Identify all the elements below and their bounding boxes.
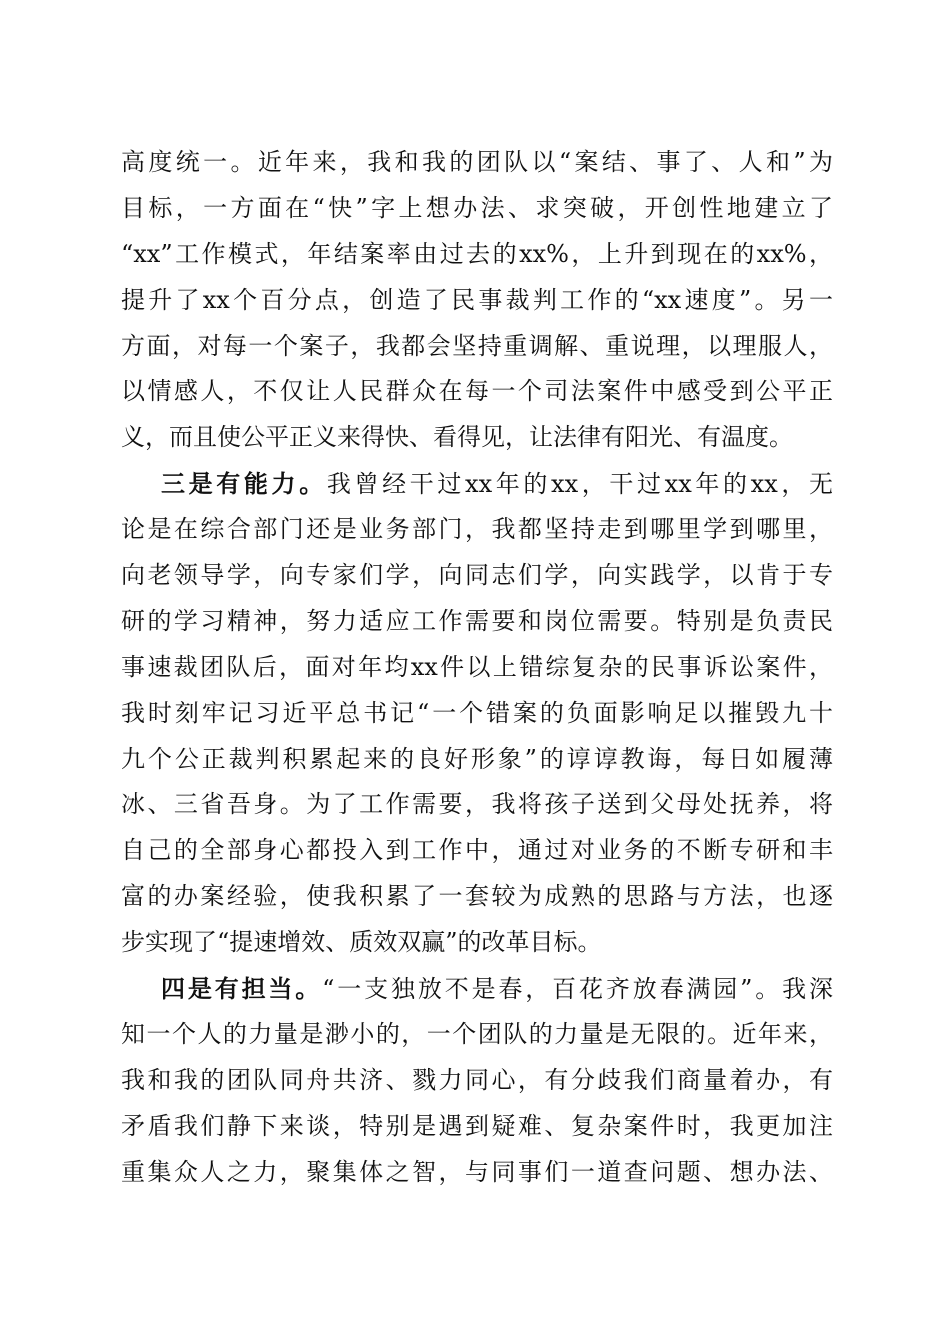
text-line: 我时刻牢记习近平总书记“一个错案的负面影响足以摧毁九十 — [121, 698, 833, 727]
text-run: “一支独放不是春，百花齐放春满园”。我深 — [322, 975, 833, 1004]
text-line: 自己的全部身心都投入到工作中，通过对业务的不断专研和丰 — [121, 836, 833, 865]
text-line: 重集众人之力，聚集体之智，与同事们一道查问题、想办法、 — [121, 1157, 833, 1186]
text-line: 向老领导学，向专家们学，向同志们学，向实践学，以肯于专 — [121, 561, 833, 590]
text-line — [121, 966, 833, 1012]
paragraph-responsibility — [121, 966, 833, 1195]
text-line: 步实现了“提速增效、质效双赢”的改革目标。 — [121, 928, 602, 957]
text-line: 论是在综合部门还是业务部门，我都坚持走到哪里学到哪里， — [121, 515, 833, 544]
paragraph-lead: 三是有能力。 — [161, 469, 327, 499]
text-line: 目标，一方面在“快”字上想办法、求突破，开创性地建立了 — [121, 193, 833, 222]
paragraph-ability — [121, 461, 833, 966]
text-line: 高度统一。近年来，我和我的团队以“案结、事了、人和”为 — [121, 148, 833, 176]
text-line: 冰、三省吾身。为了工作需要，我将孩子送到父母处抚养，将 — [121, 790, 833, 819]
text-run: 我曾经干过xx年的xx，干过xx年的xx，无 — [326, 470, 834, 499]
text-line — [121, 461, 833, 507]
text-line: 知一个人的力量是渺小的，一个团队的力量是无限的。近年来， — [121, 1019, 833, 1048]
text-line: 九个公正裁判积累起来的良好形象”的谆谆教诲，每日如履薄 — [121, 744, 833, 773]
text-line: 富的办案经验，使我积累了一套较为成熟的思路与方法，也逐 — [121, 882, 833, 911]
text-line: “xx”工作模式，年结案率由过去的xx%，上升到现在的xx%， — [121, 239, 833, 268]
text-line: 研的学习精神，努力适应工作需要和岗位需要。特别是负责民 — [121, 606, 833, 635]
paragraph-lead: 四是有担当。 — [161, 974, 323, 1004]
document-body — [121, 140, 833, 1195]
text-line: 矛盾我们静下来谈，特别是遇到疑难、复杂案件时，我更加注 — [121, 1111, 833, 1140]
paragraph-continuation — [121, 140, 833, 461]
text-line: 事速裁团队后，面对年均xx件以上错综复杂的民事诉讼案件， — [121, 652, 833, 681]
text-line: 我和我的团队同舟共济、戮力同心，有分歧我们商量着办，有 — [121, 1065, 833, 1094]
text-line: 方面，对每一个案子，我都会坚持重调解、重说理，以理服人， — [121, 331, 833, 360]
text-line: 以情感人，不仅让人民群众在每一个司法案件中感受到公平正 — [121, 377, 833, 406]
text-line: 提升了xx个百分点，创造了民事裁判工作的“xx速度”。另一 — [121, 285, 833, 314]
text-line: 义，而且使公平正义来得快、看得见，让法律有阳光、有温度。 — [121, 423, 793, 452]
